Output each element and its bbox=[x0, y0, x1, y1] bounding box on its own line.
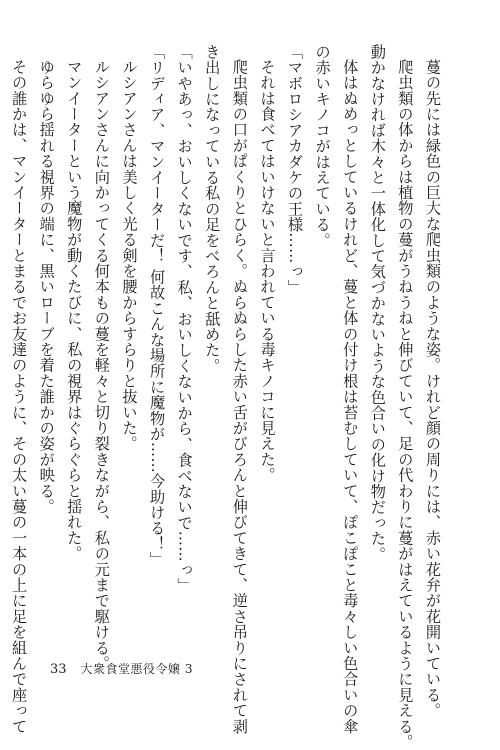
page-number: 33 bbox=[50, 662, 67, 677]
dialog-line: 「マボロシアカダケの王様……っ」 bbox=[286, 44, 305, 296]
text-line bbox=[0, 44, 5, 634]
text-line: き出しになっている私の足をべろんと舐めた。 bbox=[203, 44, 222, 374]
text-line: その誰かは、マンイーターとまるでお友達のように、その太い蔓の一本の上に足を組んで座って bbox=[10, 59, 29, 735]
page-footer bbox=[50, 660, 193, 677]
text-line: 爬虫類の口がぱくりとひらく。ぬらぬらした赤い舌がびろんと伸びてきて、逆さ吊りにされて剥 bbox=[230, 59, 249, 735]
text-line: それは食べてはいけないと言われている毒キノコに見えた。 bbox=[258, 59, 277, 484]
text-line: 蔓の先には緑色の巨大な爬虫類のような姿。けれど顔の周りには、赤い花弁が花開いている。 bbox=[424, 59, 442, 719]
text-line: ルシアンさんは美しく光る剣を腰からすらりと抜いた。 bbox=[120, 59, 139, 452]
text-line: 動かなければ木々と一体化して気づかないような色合いの化け物だった。 bbox=[368, 44, 387, 563]
text-line: 体はぬめっとしているけれど、蔓と体の付け根は苔むしていて、ぽこぽこと毒々しい色合いの傘 bbox=[341, 59, 360, 735]
text-line: マンイーターという魔物が動くたびに、私の視界はぐらぐらと揺れた。 bbox=[65, 59, 84, 562]
text-line: 爬虫類の体からは植物の蔓がうねうねと伸びていて、足の代わりに蔓がはえているように見える。 bbox=[396, 59, 415, 750]
text-line: ルシアンさんに向かってくる何本もの蔓を軽々と切り裂きながら、私の元まで駆ける。 bbox=[92, 59, 111, 672]
book-title: 大衆食堂悪役令嬢 3 bbox=[80, 662, 193, 676]
dialog-line: 「リディア、マンイーターだ！ 何故こんな場所に魔物が……今助ける！」 bbox=[148, 44, 167, 568]
text-line: ゆらゆら揺れる視界の端に、黒いローブを着た誰かの姿が映る。 bbox=[37, 59, 56, 515]
dialog-line: 「いやあっ、おいしくないです、私、おいしくないから、食べないで……っ」 bbox=[175, 44, 194, 594]
text-line: の赤いキノコがはえている。 bbox=[313, 44, 332, 249]
